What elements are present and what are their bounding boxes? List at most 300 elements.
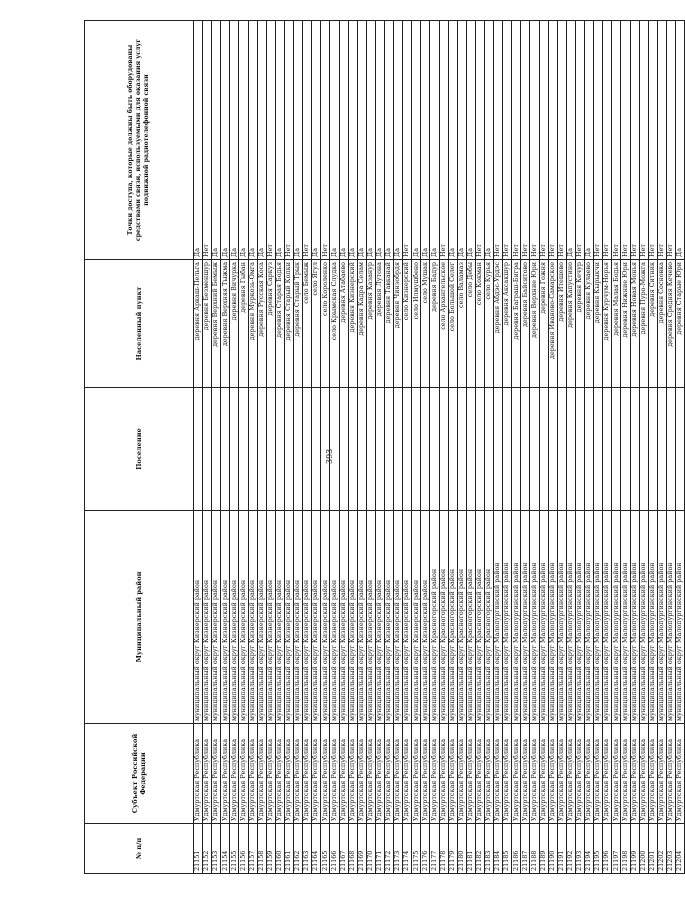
table-row	[557, 21, 566, 874]
row-locality: деревня Старые Юри	[675, 260, 684, 388]
table-row	[466, 21, 475, 874]
row-subject: Удмуртская Республика	[530, 724, 539, 824]
row-settlement	[548, 388, 557, 511]
row-number: 21168	[348, 824, 357, 874]
row-district: муниципальный округ Кизнерский район	[257, 511, 266, 724]
row-district: муниципальный округ Кизнерский район	[421, 511, 430, 724]
table-row	[339, 21, 348, 874]
row-locality: деревня Курчум-Норья	[603, 260, 612, 388]
row-access: Да	[257, 21, 266, 260]
row-settlement	[612, 388, 621, 511]
table-row	[639, 21, 648, 874]
row-settlement	[439, 388, 448, 511]
row-locality: деревня Абдэс-Урдэс	[494, 260, 503, 388]
table-row	[448, 21, 457, 874]
row-district: муниципальный округ Малопургинский район	[675, 511, 684, 724]
table-row	[457, 21, 466, 874]
table-row	[266, 21, 275, 874]
row-settlement	[575, 388, 584, 511]
row-subject: Удмуртская Республика	[466, 724, 475, 824]
table-row	[412, 21, 421, 874]
row-access: Да	[466, 21, 475, 260]
row-number: 21155	[230, 824, 239, 874]
row-access: Да	[248, 21, 257, 260]
row-access: Да	[675, 21, 684, 260]
row-access: Нет	[612, 21, 621, 260]
table-row	[612, 21, 621, 874]
row-subject: Удмуртская Республика	[239, 724, 248, 824]
row-access: Нет	[648, 21, 657, 260]
row-settlement	[475, 388, 484, 511]
row-access: Да	[294, 21, 303, 260]
row-district: муниципальный округ Малопургинский район	[503, 511, 512, 724]
row-number: 21166	[330, 824, 339, 874]
row-locality: деревня Байситово	[521, 260, 530, 388]
row-locality: деревня Нижние Юри	[621, 260, 630, 388]
row-access: Да	[375, 21, 384, 260]
row-settlement	[594, 388, 603, 511]
row-locality: деревня Итешево	[557, 260, 566, 388]
row-subject: Удмуртская Республика	[421, 724, 430, 824]
table-row	[621, 21, 630, 874]
row-number: 21198	[621, 824, 630, 874]
row-number: 21174	[403, 824, 412, 874]
row-district: муниципальный округ Кизнерский район	[357, 511, 366, 724]
row-subject: Удмуртская Республика	[512, 724, 521, 824]
row-district: муниципальный округ Малопургинский район	[630, 511, 639, 724]
row-locality: деревня Старая Бодья	[275, 260, 284, 388]
table-row	[294, 21, 303, 874]
row-subject: Удмуртская Республика	[521, 724, 530, 824]
row-settlement	[239, 388, 248, 511]
row-number: 21176	[421, 824, 430, 874]
row-number: 21179	[448, 824, 457, 874]
row-settlement	[603, 388, 612, 511]
table-row	[548, 21, 557, 874]
row-district: муниципальный округ Малопургинский район	[639, 511, 648, 724]
row-subject: Удмуртская Республика	[221, 724, 230, 824]
row-subject: Удмуртская Республика	[294, 724, 303, 824]
row-subject: Удмуртская Республика	[657, 724, 666, 824]
row-settlement	[648, 388, 657, 511]
table-row	[439, 21, 448, 874]
row-subject: Удмуртская Республика	[448, 724, 457, 824]
row-district: муниципальный округ Малопургинский район	[539, 511, 548, 724]
row-subject: Удмуртская Республика	[457, 724, 466, 824]
table-row	[666, 21, 675, 874]
row-number: 21185	[503, 824, 512, 874]
row-access: Да	[585, 21, 594, 260]
row-subject: Удмуртская Республика	[339, 724, 348, 824]
row-district: муниципальный округ Кизнерский район	[330, 511, 339, 724]
row-district: муниципальный округ Кизнерский район	[375, 511, 384, 724]
row-subject: Удмуртская Республика	[312, 724, 321, 824]
table-row	[348, 21, 357, 874]
row-number: 21151	[194, 824, 203, 874]
row-locality: деревня Муркозь-Омга	[248, 260, 257, 388]
row-settlement	[375, 388, 384, 511]
row-locality: деревня Вичурка	[230, 260, 239, 388]
row-locality: деревня Русская Коса	[257, 260, 266, 388]
row-locality: деревня Малая Бодья	[612, 260, 621, 388]
table-row	[475, 21, 484, 874]
row-locality: село Мушак	[421, 260, 430, 388]
row-district: муниципальный округ Кизнерский район	[284, 511, 293, 724]
row-settlement	[394, 388, 403, 511]
row-locality: село Курья	[485, 260, 494, 388]
row-subject: Удмуртская Республика	[430, 724, 439, 824]
table-row	[512, 21, 521, 874]
row-settlement	[330, 388, 339, 511]
row-locality: деревня Верхние Юри	[530, 260, 539, 388]
row-locality: деревня Бадур	[430, 260, 439, 388]
table-row	[203, 21, 212, 874]
table-row	[230, 21, 239, 874]
row-access: Нет	[521, 21, 530, 260]
row-district: муниципальный округ Кизнерский район	[294, 511, 303, 724]
row-number: 21189	[539, 824, 548, 874]
row-subject: Удмуртская Республика	[648, 724, 657, 824]
row-number: 21178	[439, 824, 448, 874]
row-locality: деревня Верхний Бемыж	[212, 260, 221, 388]
row-number: 21188	[530, 824, 539, 874]
row-subject: Удмуртская Республика	[575, 724, 584, 824]
row-subject: Удмуртская Республика	[439, 724, 448, 824]
row-subject: Удмуртская Республика	[494, 724, 503, 824]
row-number: 21204	[675, 824, 684, 874]
row-subject: Удмуртская Республика	[348, 724, 357, 824]
row-locality: село Дебы	[466, 260, 475, 388]
row-number: 21194	[585, 824, 594, 874]
row-access: Да	[394, 21, 403, 260]
row-subject: Удмуртская Республика	[666, 724, 675, 824]
row-district: муниципальный округ Кизнерский район	[221, 511, 230, 724]
row-settlement	[339, 388, 348, 511]
row-number: 21161	[284, 824, 293, 874]
row-number: 21196	[603, 824, 612, 874]
row-settlement	[284, 388, 293, 511]
row-settlement	[639, 388, 648, 511]
row-subject: Удмуртская Республика	[675, 724, 684, 824]
table-row	[521, 21, 530, 874]
row-district: муниципальный округ Красногорский район	[485, 511, 494, 724]
row-number: 21191	[557, 824, 566, 874]
row-number: 21152	[203, 824, 212, 874]
row-access: Да	[412, 21, 421, 260]
row-subject: Удмуртская Республика	[612, 724, 621, 824]
row-district: муниципальный округ Малопургинский район	[548, 511, 557, 724]
header-settlement: Поселение	[85, 388, 194, 511]
row-access: Нет	[657, 21, 666, 260]
row-locality: деревня Кадра Селам	[357, 260, 366, 388]
row-locality: село Большой Селег	[448, 260, 457, 388]
table-row	[594, 21, 603, 874]
row-number: 21153	[212, 824, 221, 874]
row-settlement	[421, 388, 430, 511]
row-access: Нет	[303, 21, 312, 260]
row-number: 21193	[575, 824, 584, 874]
row-locality: деревня Новая Монья	[630, 260, 639, 388]
row-number: 21156	[239, 824, 248, 874]
row-settlement	[530, 388, 539, 511]
row-access: Да	[312, 21, 321, 260]
row-access: Да	[384, 21, 393, 260]
row-locality: село Кокман	[475, 260, 484, 388]
row-district: муниципальный округ Малопургинский район	[594, 511, 603, 724]
row-subject: Удмуртская Республика	[585, 724, 594, 824]
row-settlement	[521, 388, 530, 511]
row-district: муниципальный округ Кизнерский район	[230, 511, 239, 724]
row-locality: деревня Кизнерский	[348, 260, 357, 388]
row-access: Да	[366, 21, 375, 260]
table-row	[357, 21, 366, 874]
row-district: муниципальный округ Кизнерский район	[366, 511, 375, 724]
row-access: Да	[448, 21, 457, 260]
row-subject: Удмуртская Республика	[603, 724, 612, 824]
table-row	[384, 21, 393, 874]
row-district: муниципальный округ Кизнерский район	[266, 511, 275, 724]
row-subject: Удмуртская Республика	[375, 724, 384, 824]
row-locality: деревня Капустино	[566, 260, 575, 388]
row-access: Нет	[266, 21, 275, 260]
row-subject: Удмуртская Республика	[330, 724, 339, 824]
row-district: муниципальный округ Кизнерский район	[212, 511, 221, 724]
row-number: 21173	[394, 824, 403, 874]
row-access: Да	[457, 21, 466, 260]
row-access: Нет	[512, 21, 521, 260]
table-row	[257, 21, 266, 874]
row-settlement	[448, 388, 457, 511]
row-settlement	[503, 388, 512, 511]
row-access: Да	[221, 21, 230, 260]
row-settlement	[557, 388, 566, 511]
row-settlement	[303, 388, 312, 511]
row-settlement	[430, 388, 439, 511]
row-locality: деревня Безменшур	[203, 260, 212, 388]
row-number: 21157	[248, 824, 257, 874]
table-row	[248, 21, 257, 874]
row-number: 21159	[266, 824, 275, 874]
row-district: муниципальный округ Малопургинский район	[530, 511, 539, 724]
row-access: Нет	[548, 21, 557, 260]
table-row	[675, 21, 684, 874]
table-row	[394, 21, 403, 874]
row-locality: село Илмушбено	[412, 260, 421, 388]
row-district: муниципальный округ Кизнерский район	[394, 511, 403, 724]
row-locality: деревня Гожня	[539, 260, 548, 388]
row-number: 21186	[512, 824, 521, 874]
row-district: муниципальный округ Кизнерский район	[194, 511, 203, 724]
row-access: Да	[430, 21, 439, 260]
row-access: Нет	[639, 21, 648, 260]
table-row	[503, 21, 512, 874]
row-access: Нет	[503, 21, 512, 260]
row-number: 21165	[321, 824, 330, 874]
row-number: 21158	[257, 824, 266, 874]
row-subject: Удмуртская Республика	[403, 724, 412, 824]
row-district: муниципальный округ Кизнерский район	[312, 511, 321, 724]
row-settlement	[321, 388, 330, 511]
row-district: муниципальный округ Малопургинский район	[585, 511, 594, 724]
row-number: 21199	[630, 824, 639, 874]
row-subject: Удмуртская Республика	[194, 724, 203, 824]
row-locality: село Архангельское	[439, 260, 448, 388]
row-number: 21162	[294, 824, 303, 874]
row-district: муниципальный округ Кизнерский район	[248, 511, 257, 724]
row-number: 21160	[275, 824, 284, 874]
row-access: Да	[212, 21, 221, 260]
row-locality: деревня Аркаш-Пельга	[194, 260, 203, 388]
row-subject: Удмуртская Республика	[412, 724, 421, 824]
row-locality: деревня Кулаево	[585, 260, 594, 388]
row-locality: село Крымская Слудка	[330, 260, 339, 388]
table-row	[366, 21, 375, 874]
row-number: 21183	[485, 824, 494, 874]
table-row	[375, 21, 384, 874]
row-access: Да	[230, 21, 239, 260]
row-locality: деревня Пуро-Можга	[639, 260, 648, 388]
table-row	[657, 21, 666, 874]
row-locality: деревня Ситник	[648, 260, 657, 388]
row-settlement	[348, 388, 357, 511]
row-district: муниципальный округ Малопургинский район	[575, 511, 584, 724]
row-settlement	[212, 388, 221, 511]
row-number: 21203	[666, 824, 675, 874]
row-settlement	[384, 388, 393, 511]
row-district: муниципальный округ Малопургинский район	[494, 511, 503, 724]
row-locality: деревня Верхняя Тыжма	[221, 260, 230, 388]
row-access: Да	[485, 21, 494, 260]
row-district: муниципальный округ Малопургинский район	[657, 511, 666, 724]
row-access: Нет	[630, 21, 639, 260]
row-locality: деревня Старый Копки	[284, 260, 293, 388]
table-row	[485, 21, 494, 874]
row-district: муниципальный округ Малопургинский район	[603, 511, 612, 724]
row-district: муниципальный округ Малопургинский район	[566, 511, 575, 724]
row-subject: Удмуртская Республика	[384, 724, 393, 824]
row-access: Да	[194, 21, 203, 260]
row-settlement	[539, 388, 548, 511]
row-district: муниципальный округ Кизнерский район	[275, 511, 284, 724]
table-row	[275, 21, 284, 874]
row-access: Да	[330, 21, 339, 260]
row-number: 21202	[657, 824, 666, 874]
row-subject: Удмуртская Республика	[539, 724, 548, 824]
row-locality: село Кизнерский	[403, 260, 412, 388]
row-locality: деревня Саркуз	[266, 260, 275, 388]
row-number: 21154	[221, 824, 230, 874]
row-access: Нет	[575, 21, 584, 260]
row-subject: Удмуртская Республика	[548, 724, 557, 824]
row-settlement	[248, 388, 257, 511]
row-subject: Удмуртская Республика	[212, 724, 221, 824]
row-number: 21164	[312, 824, 321, 874]
page-number: 393	[325, 448, 334, 464]
row-access: Нет	[530, 21, 539, 260]
row-subject: Удмуртская Республика	[485, 724, 494, 824]
row-subject: Удмуртская Республика	[257, 724, 266, 824]
row-number: 21180	[457, 824, 466, 874]
row-district: муниципальный округ Красногорский район	[457, 511, 466, 724]
row-settlement	[466, 388, 475, 511]
row-settlement	[203, 388, 212, 511]
row-number: 21190	[548, 824, 557, 874]
row-settlement	[657, 388, 666, 511]
row-subject: Удмуртская Республика	[357, 724, 366, 824]
table-row	[330, 21, 339, 874]
row-settlement	[585, 388, 594, 511]
row-subject: Удмуртская Республика	[639, 724, 648, 824]
row-district: муниципальный округ Кизнерский район	[403, 511, 412, 724]
table-row	[603, 21, 612, 874]
row-district: муниципальный округ Малопургинский район	[648, 511, 657, 724]
row-settlement	[630, 388, 639, 511]
row-number: 21182	[475, 824, 484, 874]
row-settlement	[357, 388, 366, 511]
row-number: 21175	[412, 824, 421, 874]
row-locality: деревня Лутона	[375, 260, 384, 388]
row-district: муниципальный округ Малопургинский район	[557, 511, 566, 724]
row-number: 21169	[357, 824, 366, 874]
row-subject: Удмуртская Республика	[321, 724, 330, 824]
row-access: Нет	[557, 21, 566, 260]
row-number: 21201	[648, 824, 657, 874]
row-access: Нет	[321, 21, 330, 260]
row-access: Нет	[403, 21, 412, 260]
row-subject: Удмуртская Республика	[394, 724, 403, 824]
row-locality: деревня Чинзобрдя	[394, 260, 403, 388]
row-locality: село Короленко	[321, 260, 330, 388]
row-settlement	[485, 388, 494, 511]
row-access: Нет	[539, 21, 548, 260]
row-subject: Удмуртская Республика	[275, 724, 284, 824]
table-row	[284, 21, 293, 874]
table-row	[239, 21, 248, 874]
row-district: муниципальный округ Кизнерский район	[348, 511, 357, 724]
row-district: муниципальный округ Красногорский район	[475, 511, 484, 724]
row-number: 21163	[303, 824, 312, 874]
row-subject: Удмуртская Республика	[266, 724, 275, 824]
row-subject: Удмуртская Республика	[566, 724, 575, 824]
table-row	[212, 21, 221, 874]
row-locality: деревня Кечур	[575, 260, 584, 388]
row-access: Нет	[621, 21, 630, 260]
row-access: Нет	[494, 21, 503, 260]
row-settlement	[221, 388, 230, 511]
row-locality: село Ягул	[312, 260, 321, 388]
row-settlement	[194, 388, 203, 511]
row-number: 21195	[594, 824, 603, 874]
row-locality: деревня Сосновка	[657, 260, 666, 388]
row-number: 21177	[430, 824, 439, 874]
table-row	[530, 21, 539, 874]
row-settlement	[257, 388, 266, 511]
row-locality: деревня Атабаево	[339, 260, 348, 388]
row-district: муниципальный округ Кизнерский район	[321, 511, 330, 724]
row-settlement	[566, 388, 575, 511]
table-row	[221, 21, 230, 874]
row-number: 21167	[339, 824, 348, 874]
header-district: Муниципальный район	[85, 511, 194, 724]
row-district: муниципальный округ Малопургинский район	[521, 511, 530, 724]
row-subject: Удмуртская Республика	[630, 724, 639, 824]
row-district: муниципальный округ Кизнерский район	[412, 511, 421, 724]
row-locality: село Бемыж	[303, 260, 312, 388]
row-subject: Удмуртская Республика	[230, 724, 239, 824]
row-number: 21184	[494, 824, 503, 874]
row-district: муниципальный округ Малопургинский район	[666, 511, 675, 724]
row-district: муниципальный округ Красногорский район	[466, 511, 475, 724]
